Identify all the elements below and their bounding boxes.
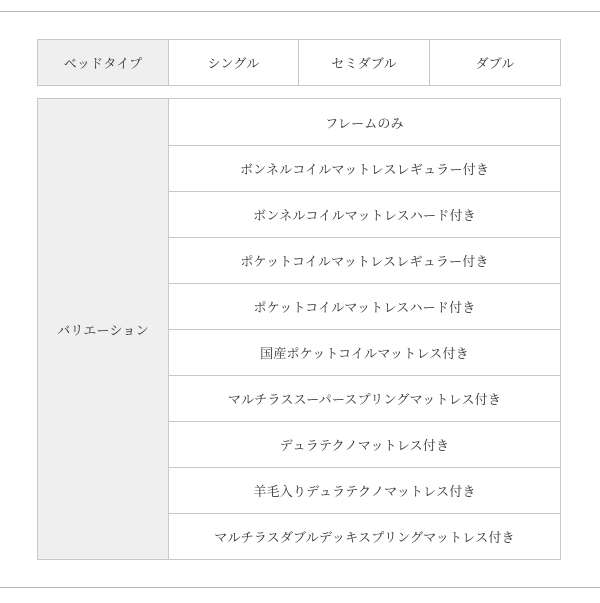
variation-item: ボンネルコイルマットレスレギュラー付き [169,146,560,192]
top-divider [0,11,600,12]
bottom-divider [0,587,600,588]
variation-item: マルチラスダブルデッキスプリングマットレス付き [214,531,515,546]
variation-table [37,98,561,560]
bed-type-row [37,39,561,86]
variation-item: 国産ポケットコイルマットレス付き [169,330,560,376]
variation-item: ポケットコイルマットレスレギュラー付き [169,238,560,284]
variation-item: ポケットコイルマットレスハード付き [169,284,560,330]
bed-type-double: ダブル [475,57,515,72]
variation-label: バリエーション [38,99,169,559]
variation-item: 羊毛入りデュラテクノマットレス付き [169,468,560,514]
bed-type-semi-double: セミダブル [299,40,430,85]
variation-item: ボンネルコイルマットレスハード付き [169,192,560,238]
bed-type-label: ベッドタイプ [38,40,169,85]
variation-item: フレームのみ [169,99,560,146]
variation-item: デュラテクノマットレス付き [169,422,560,468]
bed-type-single: シングル [169,40,299,85]
variation-item: マルチラススーパースプリングマットレス付き [169,376,560,422]
